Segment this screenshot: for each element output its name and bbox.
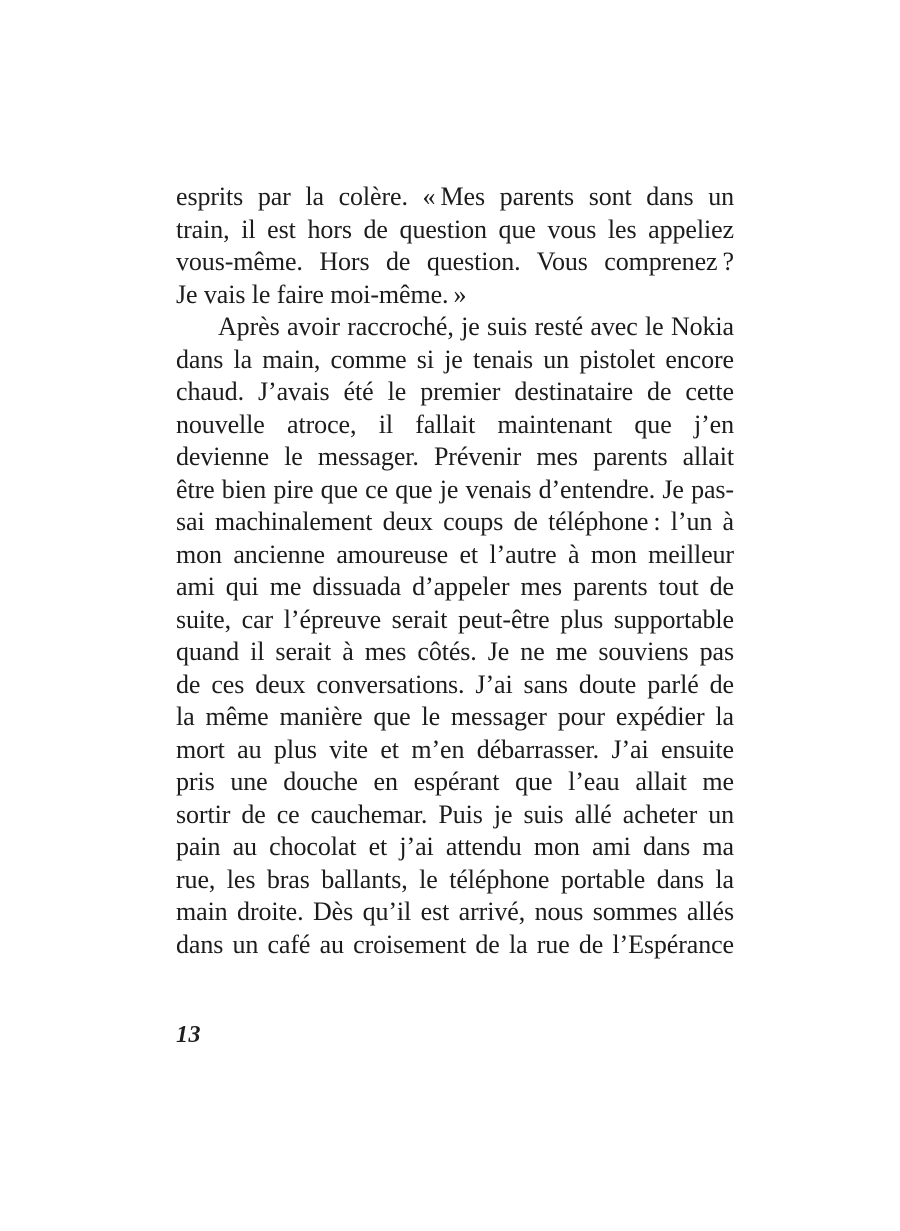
text-line: ami qui me dissuada d’appeler mes parents tout de — [176, 572, 734, 601]
text-line: être bien pire que ce que je venais d’entendre. Je pas- — [176, 474, 734, 504]
text-line: esprits par la colère. « Mes parents sont dans un — [176, 182, 734, 211]
text-line: sai machinalement deux coups de téléphone : l’un à — [176, 507, 734, 536]
text-line: sortir de ce cauchemar. Puis je suis allé acheter un — [176, 799, 734, 829]
text-line: train, il est hors de question que vous les appeliez — [176, 214, 734, 244]
body-text — [176, 181, 734, 961]
text-line: la même manière que le messager pour expédier la — [176, 702, 734, 731]
text-line: suite, car l’épreuve serait peut-être plus supportable — [176, 604, 734, 634]
text-line: dans un café au croisement de la rue de l’Espérance — [176, 929, 734, 959]
text-line: dans la main, comme si je tenais un pistolet encore — [176, 344, 734, 374]
text-line: devienne le messager. Prévenir mes parents allait — [176, 442, 734, 471]
text-line: Je vais le faire moi-même. » — [176, 279, 467, 309]
page-number: 13 — [176, 1022, 201, 1048]
text-line: de ces deux conversations. J’ai sans doute parlé de — [176, 669, 734, 699]
text-line: mort au plus vite et m’en débarrasser. J’ai ensuite — [176, 734, 734, 764]
text-line: rue, les bras ballants, le téléphone portable dans la — [176, 864, 734, 894]
text-line: Après avoir raccroché, je suis resté avec le Nokia — [218, 312, 734, 341]
text-line: pris une douche en espérant que l’eau allait me — [176, 767, 734, 796]
text-line: mon ancienne amoureuse et l’autre à mon meilleur — [176, 539, 734, 569]
text-line: pain au chocolat et j’ai attendu mon ami dans ma — [176, 832, 734, 861]
text-line: main droite. Dès qu’il est arrivé, nous sommes allés — [176, 897, 734, 926]
text-line: quand il serait à mes côtés. Je ne me souviens pas — [176, 637, 734, 666]
text-line: vous-même. Hors de question. Vous comprenez ? — [176, 247, 734, 276]
text-line: nouvelle atroce, il fallait maintenant que j’en — [176, 409, 734, 439]
text-line: chaud. J’avais été le premier destinataire de cette — [176, 377, 734, 406]
